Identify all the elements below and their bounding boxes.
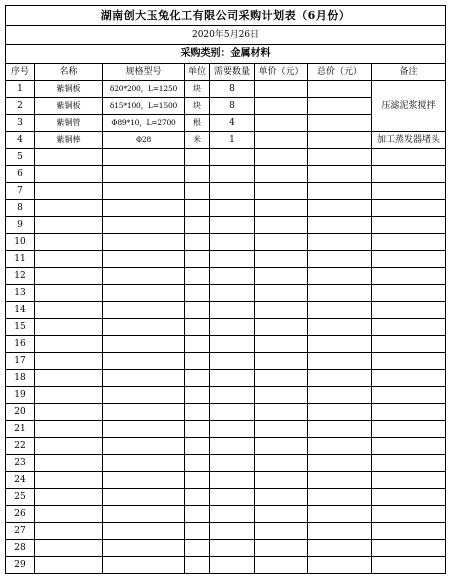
item-remark	[372, 149, 446, 166]
item-total-price	[308, 183, 372, 200]
row-index: 25	[6, 489, 35, 506]
item-name: 紫铜板	[35, 98, 103, 115]
item-unit-price	[255, 251, 308, 268]
item-name	[35, 557, 103, 574]
item-name	[35, 489, 103, 506]
item-spec	[103, 353, 185, 370]
item-spec	[103, 404, 185, 421]
row-index: 22	[6, 438, 35, 455]
row-index: 28	[6, 540, 35, 557]
table-row	[6, 200, 446, 217]
row-index: 29	[6, 557, 35, 574]
item-quantity	[210, 370, 255, 387]
item-spec	[103, 166, 185, 183]
item-name	[35, 166, 103, 183]
table-row	[6, 523, 446, 540]
header-quantity: 需要数量	[210, 64, 255, 81]
item-spec: δ15*100，L=1500	[103, 98, 185, 115]
row-index: 8	[6, 200, 35, 217]
sheet-title: 湖南创大玉兔化工有限公司采购计划表（6月份）	[6, 6, 446, 26]
table-row	[6, 455, 446, 472]
item-name	[35, 438, 103, 455]
table-row	[6, 149, 446, 166]
item-total-price	[308, 540, 372, 557]
item-unit-price	[255, 183, 308, 200]
item-name: 紫铜板	[35, 81, 103, 98]
item-unit	[185, 268, 210, 285]
row-index: 15	[6, 319, 35, 336]
item-remark: 加工蒸发器堵头	[372, 132, 446, 149]
item-remark: 压滤泥浆搅拌	[372, 81, 446, 132]
item-spec	[103, 387, 185, 404]
item-spec	[103, 336, 185, 353]
item-remark	[372, 319, 446, 336]
item-quantity	[210, 149, 255, 166]
row-index: 2	[6, 98, 35, 115]
item-spec	[103, 319, 185, 336]
item-unit	[185, 285, 210, 302]
item-spec: Φ89*10，L=2700	[103, 115, 185, 132]
table-row	[6, 438, 446, 455]
header-row	[6, 64, 446, 81]
item-quantity	[210, 472, 255, 489]
item-name	[35, 183, 103, 200]
item-quantity: 4	[210, 115, 255, 132]
item-unit-price	[255, 268, 308, 285]
item-remark	[372, 336, 446, 353]
row-index: 20	[6, 404, 35, 421]
item-remark	[372, 421, 446, 438]
item-total-price	[308, 506, 372, 523]
table-row	[6, 268, 446, 285]
item-spec	[103, 438, 185, 455]
item-unit-price	[255, 98, 308, 115]
row-index: 4	[6, 132, 35, 149]
item-spec	[103, 455, 185, 472]
item-total-price	[308, 285, 372, 302]
item-unit	[185, 149, 210, 166]
item-unit	[185, 404, 210, 421]
row-index: 24	[6, 472, 35, 489]
item-unit-price	[255, 472, 308, 489]
table-row	[6, 217, 446, 234]
item-unit-price	[255, 285, 308, 302]
item-total-price	[308, 438, 372, 455]
item-unit-price	[255, 166, 308, 183]
item-name	[35, 523, 103, 540]
item-spec	[103, 506, 185, 523]
item-unit	[185, 200, 210, 217]
item-total-price	[308, 557, 372, 574]
item-name	[35, 370, 103, 387]
item-total-price	[308, 421, 372, 438]
header-unit: 单位	[185, 64, 210, 81]
item-total-price	[308, 455, 372, 472]
item-unit	[185, 336, 210, 353]
sheet-date: 2020年5月26日	[6, 26, 446, 45]
item-name	[35, 268, 103, 285]
item-remark	[372, 302, 446, 319]
item-unit	[185, 472, 210, 489]
item-unit	[185, 251, 210, 268]
item-quantity	[210, 251, 255, 268]
item-remark	[372, 404, 446, 421]
row-index: 6	[6, 166, 35, 183]
row-index: 7	[6, 183, 35, 200]
item-spec	[103, 200, 185, 217]
item-name	[35, 540, 103, 557]
item-spec	[103, 472, 185, 489]
header-total-price: 总价（元）	[308, 64, 372, 81]
item-remark	[372, 251, 446, 268]
table-row	[6, 302, 446, 319]
row-index: 27	[6, 523, 35, 540]
header-spec: 规格型号	[103, 64, 185, 81]
table-row	[6, 387, 446, 404]
item-name	[35, 336, 103, 353]
table-row	[6, 285, 446, 302]
item-spec	[103, 149, 185, 166]
item-spec	[103, 217, 185, 234]
item-total-price	[308, 370, 372, 387]
header-remarks: 备注	[372, 64, 446, 81]
item-name	[35, 387, 103, 404]
item-total-price	[308, 353, 372, 370]
item-unit	[185, 217, 210, 234]
item-quantity	[210, 421, 255, 438]
item-quantity	[210, 506, 255, 523]
item-unit-price	[255, 404, 308, 421]
item-unit	[185, 319, 210, 336]
table-row	[6, 166, 446, 183]
item-name	[35, 285, 103, 302]
item-unit-price	[255, 387, 308, 404]
item-name	[35, 217, 103, 234]
item-remark	[372, 166, 446, 183]
row-index: 10	[6, 234, 35, 251]
item-total-price	[308, 149, 372, 166]
item-total-price	[308, 217, 372, 234]
item-unit	[185, 234, 210, 251]
item-unit	[185, 438, 210, 455]
row-index: 21	[6, 421, 35, 438]
table-row	[6, 319, 446, 336]
item-unit-price	[255, 81, 308, 98]
table-row	[6, 506, 446, 523]
row-index: 16	[6, 336, 35, 353]
item-total-price	[308, 268, 372, 285]
item-quantity	[210, 523, 255, 540]
item-remark	[372, 200, 446, 217]
row-index: 12	[6, 268, 35, 285]
item-unit-price	[255, 353, 308, 370]
item-spec	[103, 234, 185, 251]
item-spec	[103, 370, 185, 387]
table-row	[6, 234, 446, 251]
item-remark	[372, 472, 446, 489]
item-name	[35, 455, 103, 472]
item-unit-price	[255, 489, 308, 506]
item-unit-price	[255, 115, 308, 132]
item-quantity	[210, 489, 255, 506]
row-index: 11	[6, 251, 35, 268]
item-unit-price	[255, 506, 308, 523]
item-name	[35, 251, 103, 268]
item-quantity	[210, 166, 255, 183]
item-quantity	[210, 540, 255, 557]
item-unit-price	[255, 132, 308, 149]
item-total-price	[308, 251, 372, 268]
table-row	[6, 489, 446, 506]
item-quantity	[210, 404, 255, 421]
item-remark	[372, 268, 446, 285]
item-quantity: 1	[210, 132, 255, 149]
item-name	[35, 353, 103, 370]
header-unit-price: 单价（元）	[255, 64, 308, 81]
item-spec	[103, 251, 185, 268]
item-remark	[372, 234, 446, 251]
item-unit-price	[255, 370, 308, 387]
item-unit-price	[255, 438, 308, 455]
table-row	[6, 404, 446, 421]
item-remark	[372, 438, 446, 455]
item-remark	[372, 387, 446, 404]
item-total-price	[308, 387, 372, 404]
item-quantity	[210, 200, 255, 217]
item-total-price	[308, 115, 372, 132]
item-spec	[103, 285, 185, 302]
table-row	[6, 251, 446, 268]
item-unit	[185, 421, 210, 438]
item-unit: 块	[185, 81, 210, 98]
item-remark	[372, 506, 446, 523]
item-unit-price	[255, 523, 308, 540]
item-quantity	[210, 319, 255, 336]
item-remark	[372, 557, 446, 574]
item-spec	[103, 523, 185, 540]
row-index: 26	[6, 506, 35, 523]
item-total-price	[308, 166, 372, 183]
item-spec	[103, 268, 185, 285]
item-unit: 根	[185, 115, 210, 132]
row-index: 19	[6, 387, 35, 404]
table-row	[6, 132, 446, 149]
item-quantity	[210, 302, 255, 319]
item-unit-price	[255, 217, 308, 234]
item-name	[35, 506, 103, 523]
item-quantity	[210, 285, 255, 302]
item-remark	[372, 285, 446, 302]
item-total-price	[308, 472, 372, 489]
item-unit	[185, 455, 210, 472]
item-unit	[185, 489, 210, 506]
item-remark	[372, 455, 446, 472]
item-quantity	[210, 387, 255, 404]
item-remark	[372, 370, 446, 387]
item-unit-price	[255, 336, 308, 353]
item-unit	[185, 353, 210, 370]
item-remark	[372, 183, 446, 200]
item-unit-price	[255, 319, 308, 336]
item-unit-price	[255, 421, 308, 438]
item-unit	[185, 540, 210, 557]
item-unit	[185, 506, 210, 523]
item-quantity	[210, 455, 255, 472]
row-index: 17	[6, 353, 35, 370]
row-index: 23	[6, 455, 35, 472]
item-total-price	[308, 319, 372, 336]
item-quantity	[210, 217, 255, 234]
item-unit	[185, 557, 210, 574]
item-unit-price	[255, 455, 308, 472]
item-spec	[103, 489, 185, 506]
item-remark	[372, 523, 446, 540]
item-unit	[185, 166, 210, 183]
item-total-price	[308, 200, 372, 217]
item-spec: Φ28	[103, 132, 185, 149]
table-row	[6, 353, 446, 370]
table-row	[6, 472, 446, 489]
header-name: 名称	[35, 64, 103, 81]
item-spec	[103, 421, 185, 438]
item-total-price	[308, 404, 372, 421]
header-index: 序号	[6, 64, 35, 81]
item-name: 紫铜棒	[35, 132, 103, 149]
table-row	[6, 370, 446, 387]
item-spec: δ20*200，L=1250	[103, 81, 185, 98]
item-spec	[103, 302, 185, 319]
item-unit-price	[255, 149, 308, 166]
table-row	[6, 540, 446, 557]
purchase-plan-table	[5, 5, 446, 574]
item-unit-price	[255, 302, 308, 319]
item-quantity	[210, 557, 255, 574]
item-quantity	[210, 353, 255, 370]
item-name	[35, 149, 103, 166]
item-unit-price	[255, 234, 308, 251]
row-index: 14	[6, 302, 35, 319]
item-unit	[185, 370, 210, 387]
item-unit-price	[255, 540, 308, 557]
item-total-price	[308, 98, 372, 115]
row-index: 9	[6, 217, 35, 234]
table-row	[6, 183, 446, 200]
item-total-price	[308, 132, 372, 149]
item-unit	[185, 523, 210, 540]
row-index: 3	[6, 115, 35, 132]
row-index: 1	[6, 81, 35, 98]
item-unit: 米	[185, 132, 210, 149]
item-total-price	[308, 336, 372, 353]
item-remark	[372, 540, 446, 557]
table-row	[6, 557, 446, 574]
item-unit	[185, 302, 210, 319]
purchase-category: 采购类别：金属材料	[6, 45, 446, 64]
item-quantity	[210, 336, 255, 353]
item-name	[35, 302, 103, 319]
table-row	[6, 81, 446, 98]
item-name	[35, 234, 103, 251]
item-spec	[103, 183, 185, 200]
item-unit-price	[255, 557, 308, 574]
item-spec	[103, 540, 185, 557]
item-name	[35, 472, 103, 489]
item-remark	[372, 353, 446, 370]
item-quantity: 8	[210, 98, 255, 115]
item-name: 紫铜管	[35, 115, 103, 132]
table-row	[6, 336, 446, 353]
item-remark	[372, 217, 446, 234]
item-quantity: 8	[210, 81, 255, 98]
item-unit	[185, 183, 210, 200]
item-total-price	[308, 302, 372, 319]
item-name	[35, 319, 103, 336]
item-name	[35, 421, 103, 438]
item-total-price	[308, 523, 372, 540]
item-quantity	[210, 438, 255, 455]
item-total-price	[308, 234, 372, 251]
item-name	[35, 404, 103, 421]
row-index: 5	[6, 149, 35, 166]
item-remark	[372, 489, 446, 506]
item-unit	[185, 387, 210, 404]
item-unit: 块	[185, 98, 210, 115]
item-total-price	[308, 489, 372, 506]
item-quantity	[210, 234, 255, 251]
item-quantity	[210, 183, 255, 200]
item-name	[35, 200, 103, 217]
row-index: 18	[6, 370, 35, 387]
table-row	[6, 421, 446, 438]
item-unit-price	[255, 200, 308, 217]
item-spec	[103, 557, 185, 574]
row-index: 13	[6, 285, 35, 302]
item-quantity	[210, 268, 255, 285]
item-total-price	[308, 81, 372, 98]
